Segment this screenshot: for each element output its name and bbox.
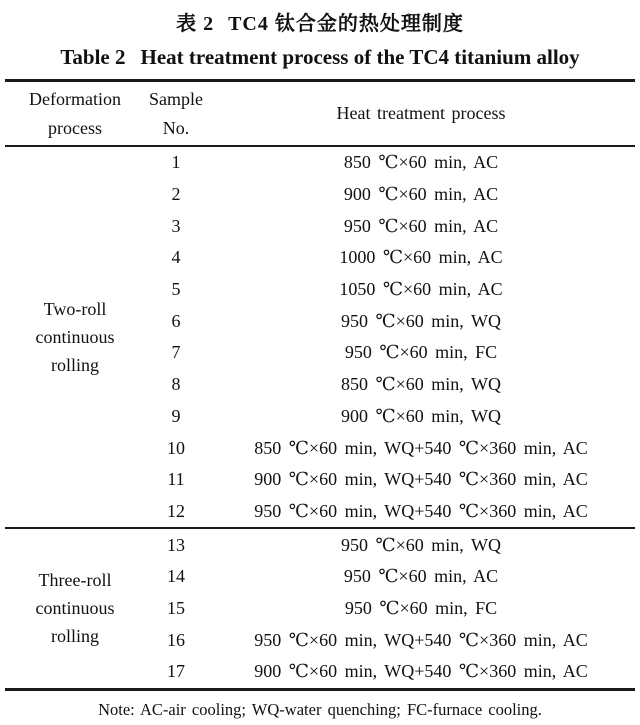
sample-no: 1 [171, 152, 181, 173]
process-value: 950 ℃×60 min, AC [343, 566, 499, 587]
header-heat-treatment-process: Heat treatment process [207, 81, 635, 147]
sample-no: 6 [171, 310, 181, 331]
process-value: 900 ℃×60 min, WQ+540 ℃×360 min, AC [254, 469, 588, 490]
sample-no: 9 [171, 405, 181, 426]
table-title-en-text: Heat treatment process of the TC4 titanium alloy [140, 45, 580, 69]
process-value: 950 ℃×60 min, FC [344, 342, 498, 363]
heat-treatment-table [5, 79, 635, 691]
table-row [5, 146, 635, 179]
table-title-zh-text: TC4 钛合金的热处理制度 [228, 13, 464, 35]
sample-no: 12 [167, 500, 185, 521]
sample-no: 10 [167, 437, 185, 458]
sample-no: 4 [171, 247, 181, 268]
process-value: 900 ℃×60 min, WQ+540 ℃×360 min, AC [254, 661, 588, 682]
deformation-label-three-roll: Three-roll continuous rolling [35, 570, 115, 647]
table-row [5, 528, 635, 561]
header-sample-no: Sample No. [145, 81, 207, 147]
sample-no: 16 [167, 629, 185, 650]
table-title-chinese [0, 7, 640, 36]
section-two-roll [5, 146, 635, 528]
sample-no: 15 [167, 597, 185, 618]
process-value: 950 ℃×60 min, FC [344, 597, 498, 618]
process-value: 850 ℃×60 min, AC [343, 152, 499, 173]
sample-no: 17 [167, 661, 185, 682]
process-value: 850 ℃×60 min, WQ [341, 374, 501, 395]
table-header [5, 81, 635, 147]
sample-no: 7 [171, 342, 181, 363]
sample-no: 8 [171, 374, 181, 395]
table-number-en: Table 2 [60, 45, 126, 69]
sample-no: 3 [171, 215, 181, 236]
header-row [5, 81, 635, 147]
process-value: 950 ℃×60 min, WQ [341, 534, 501, 555]
table-title-english [0, 45, 640, 70]
process-value: 950 ℃×60 min, WQ [341, 310, 501, 331]
sample-no: 11 [167, 469, 185, 490]
deformation-label-two-roll: Two-roll continuous rolling [35, 299, 115, 376]
process-value: 900 ℃×60 min, AC [343, 184, 499, 205]
header-deformation-process: Deformation process [5, 81, 145, 147]
sample-no: 13 [167, 534, 185, 555]
process-value: 1000 ℃×60 min, AC [339, 247, 503, 268]
sample-no: 2 [171, 184, 181, 205]
sample-no: 14 [167, 566, 185, 587]
process-value: 950 ℃×60 min, WQ+540 ℃×360 min, AC [254, 629, 588, 650]
process-value: 900 ℃×60 min, WQ [341, 405, 501, 426]
process-value: 950 ℃×60 min, AC [343, 215, 499, 236]
process-value: 950 ℃×60 min, WQ+540 ℃×360 min, AC [254, 500, 588, 521]
process-value: 1050 ℃×60 min, AC [339, 279, 503, 300]
section-three-roll [5, 528, 635, 689]
table-footnote: Note: AC-air cooling; WQ-water quenching; FC-furnace cooling. [98, 699, 542, 719]
process-value: 850 ℃×60 min, WQ+540 ℃×360 min, AC [254, 437, 588, 458]
sample-no: 5 [171, 279, 181, 300]
table-number-zh: 表 2 [176, 13, 215, 35]
